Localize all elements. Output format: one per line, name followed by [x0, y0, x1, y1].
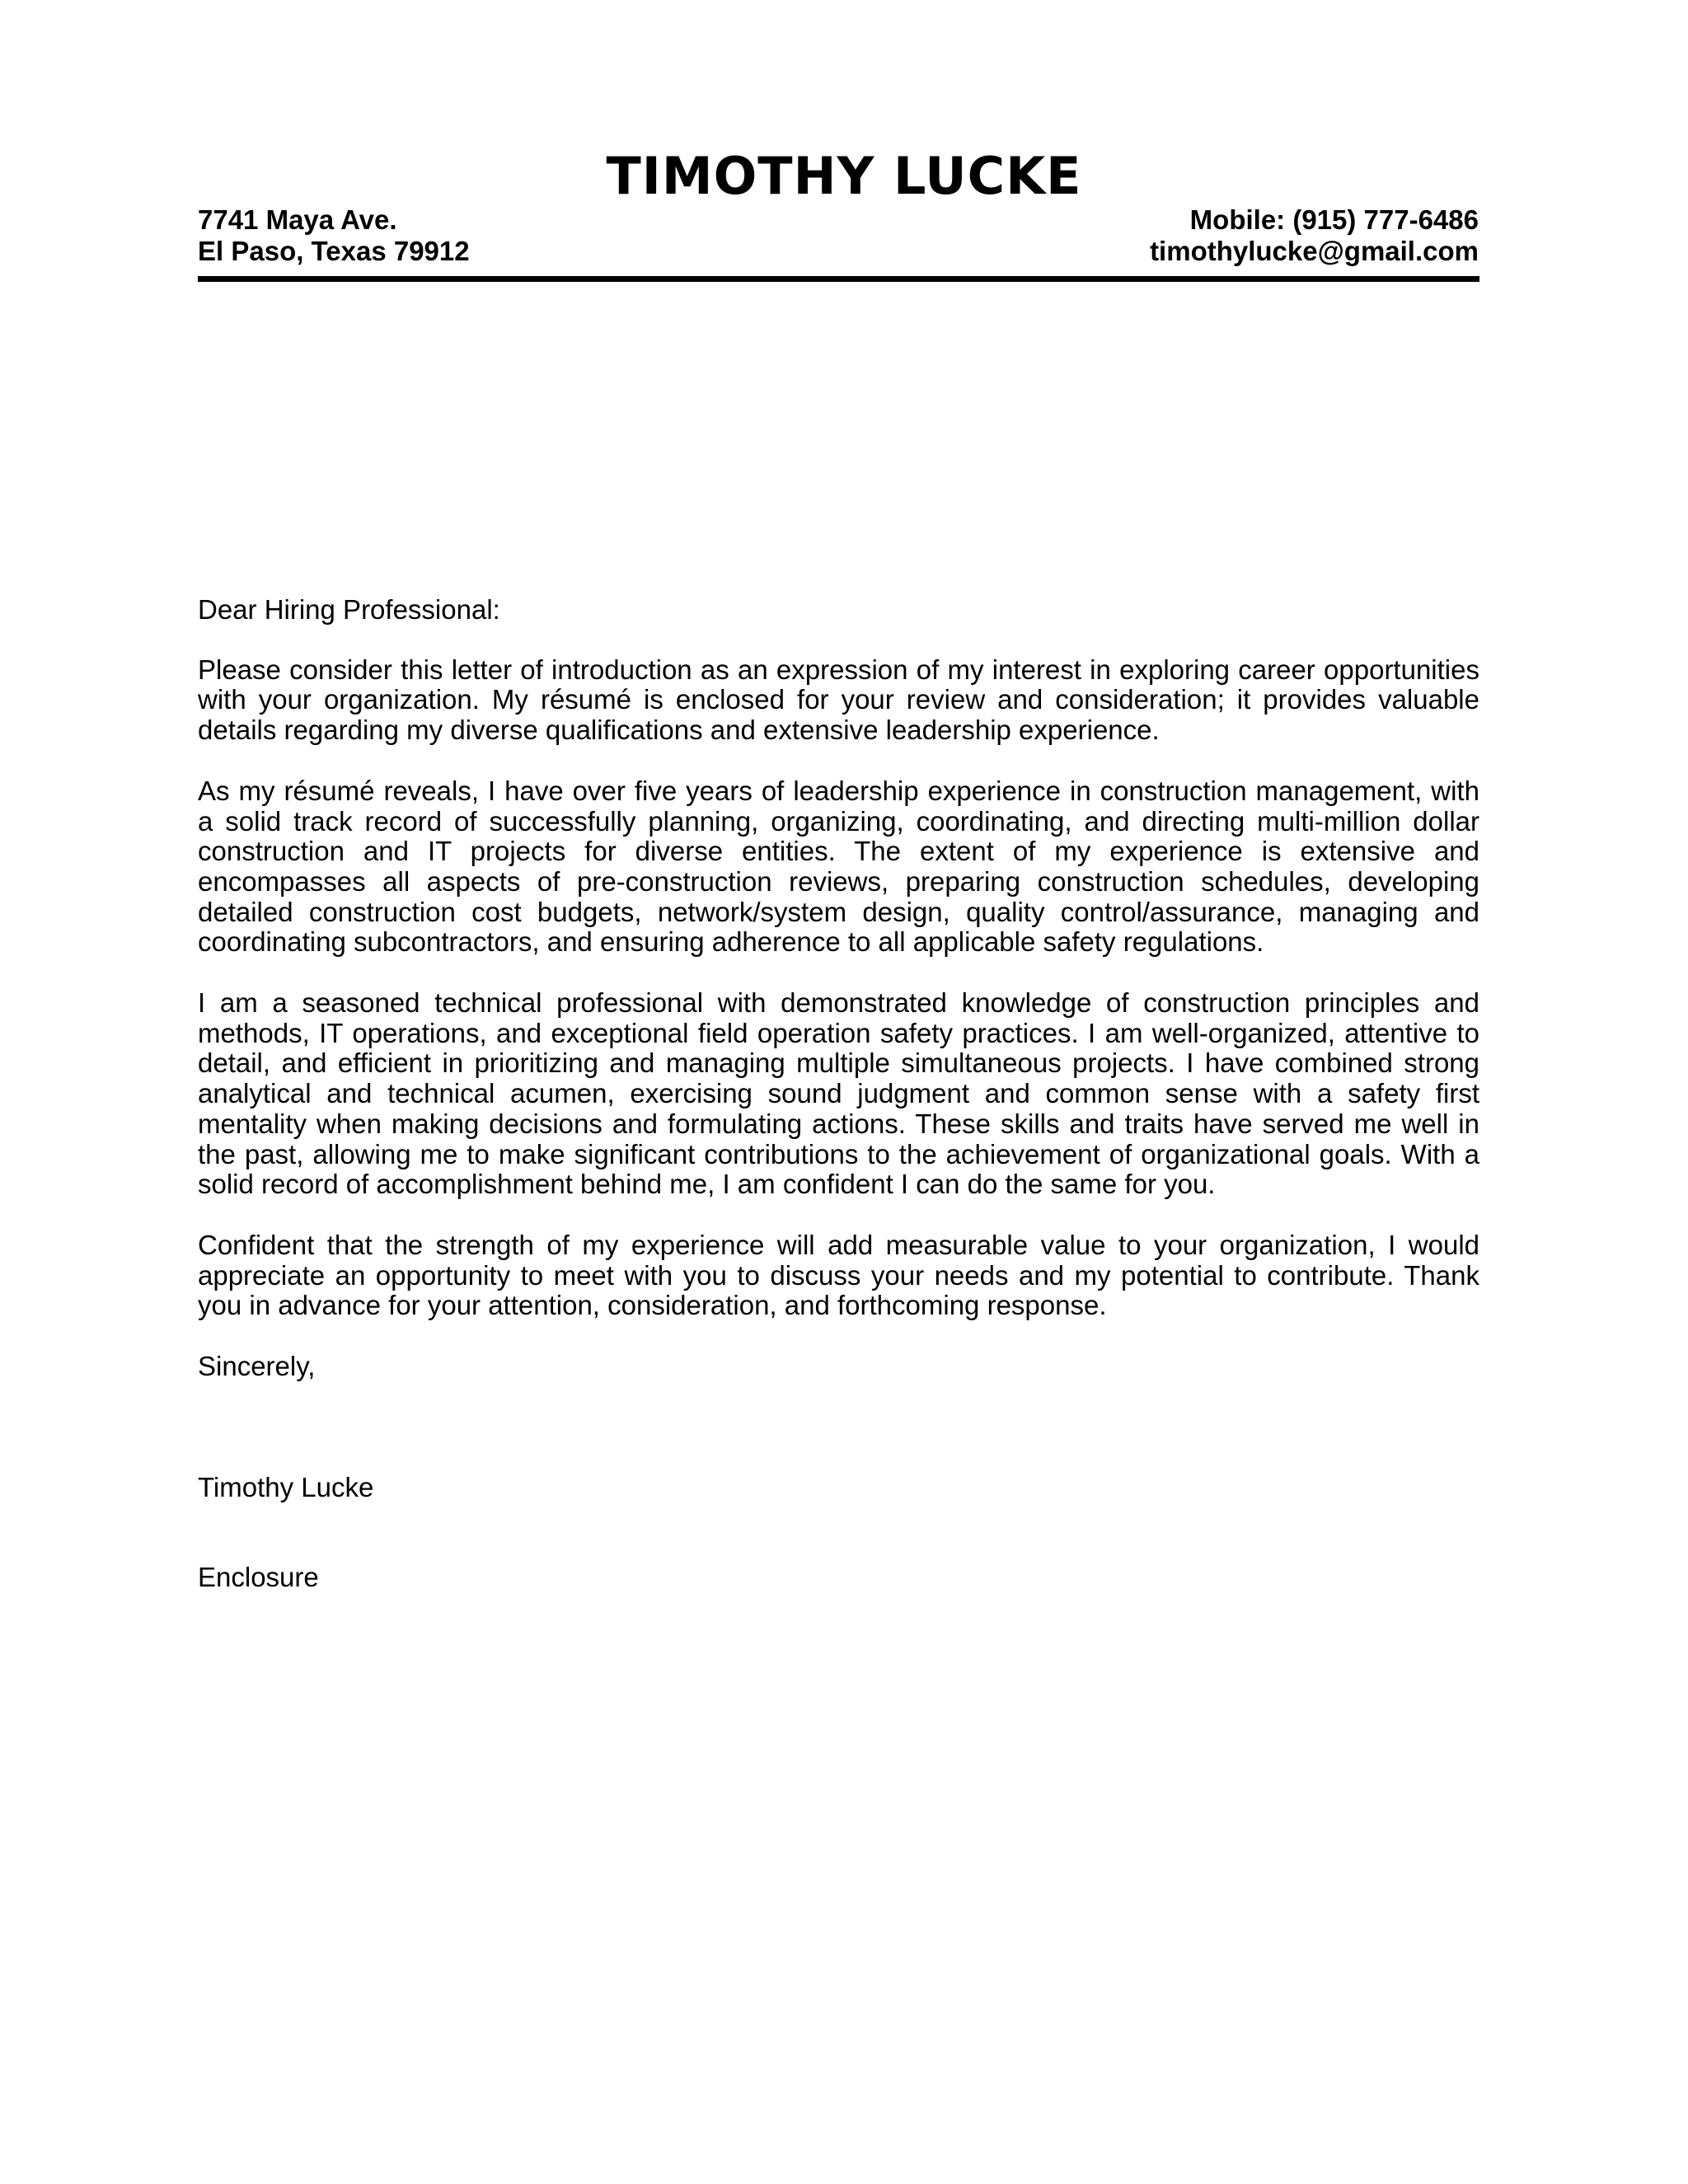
letter-body [198, 595, 1479, 1593]
letterhead-name: TIMOTHY LUCKE [606, 146, 1082, 206]
letterhead-divider [198, 276, 1479, 282]
contact-block [1150, 204, 1479, 267]
address-street: 7741 Maya Ave. [198, 204, 397, 235]
email-address: timothylucke@gmail.com [1150, 236, 1479, 266]
paragraph-closing-request: Confident that the strength of my experience will add measurable value to your organization, I would appreciate an opportunity to meet with you to discuss your needs and my potential to contribute. Thank you in advance for your attention, consideration, and forthcoming response. [198, 1229, 1479, 1321]
salutation: Dear Hiring Professional: [198, 594, 500, 625]
address-city-state-zip: El Paso, Texas 79912 [198, 236, 470, 266]
enclosure-note: Enclosure [198, 1562, 319, 1593]
paragraph-introduction: Please consider this letter of introduction as an expression of my interest in exploring career opportunities with your organization. My résumé is enclosed for your review and consideration; it provides valuable details regarding my diverse qualifications and extensive leadership experience. [198, 654, 1479, 746]
complimentary-close: Sincerely, [198, 1351, 316, 1382]
mobile-phone: Mobile: (915) 777-6486 [1189, 204, 1479, 235]
paragraph-skills: I am a seasoned technical professional with demonstrated knowledge of construction principles and methods, IT operations, and exceptional field operation safety practices. I am well-organized, attentive to detail, and efficient in prioritizing and managing multiple simultaneous projects. I have combined strong analytical and technical acumen, exercising sound judgment and common sense with a safety first mentality when making decisions and formulating actions. These skills and traits have served me well in the past, allowing me to make significant contributions to the achievement of organizational goals. With a solid record of accomplishment behind me, I am confident I can do the same for you. [198, 987, 1479, 1200]
address-block [198, 204, 470, 267]
paragraph-experience: As my résumé reveals, I have over five years of leadership experience in construction management, with a solid track record of successfully planning, organizing, coordinating, and directing multi-million dollar construction and IT projects for diverse entities. The extent of my experience is extensive and encompasses all aspects of pre-construction reviews, preparing construction schedules, developing detailed construction cost budgets, network/system design, quality control/assurance, managing and coordinating subcontractors, and ensuring adherence to all applicable safety regulations. [198, 775, 1479, 958]
signature-name: Timothy Lucke [198, 1471, 374, 1502]
